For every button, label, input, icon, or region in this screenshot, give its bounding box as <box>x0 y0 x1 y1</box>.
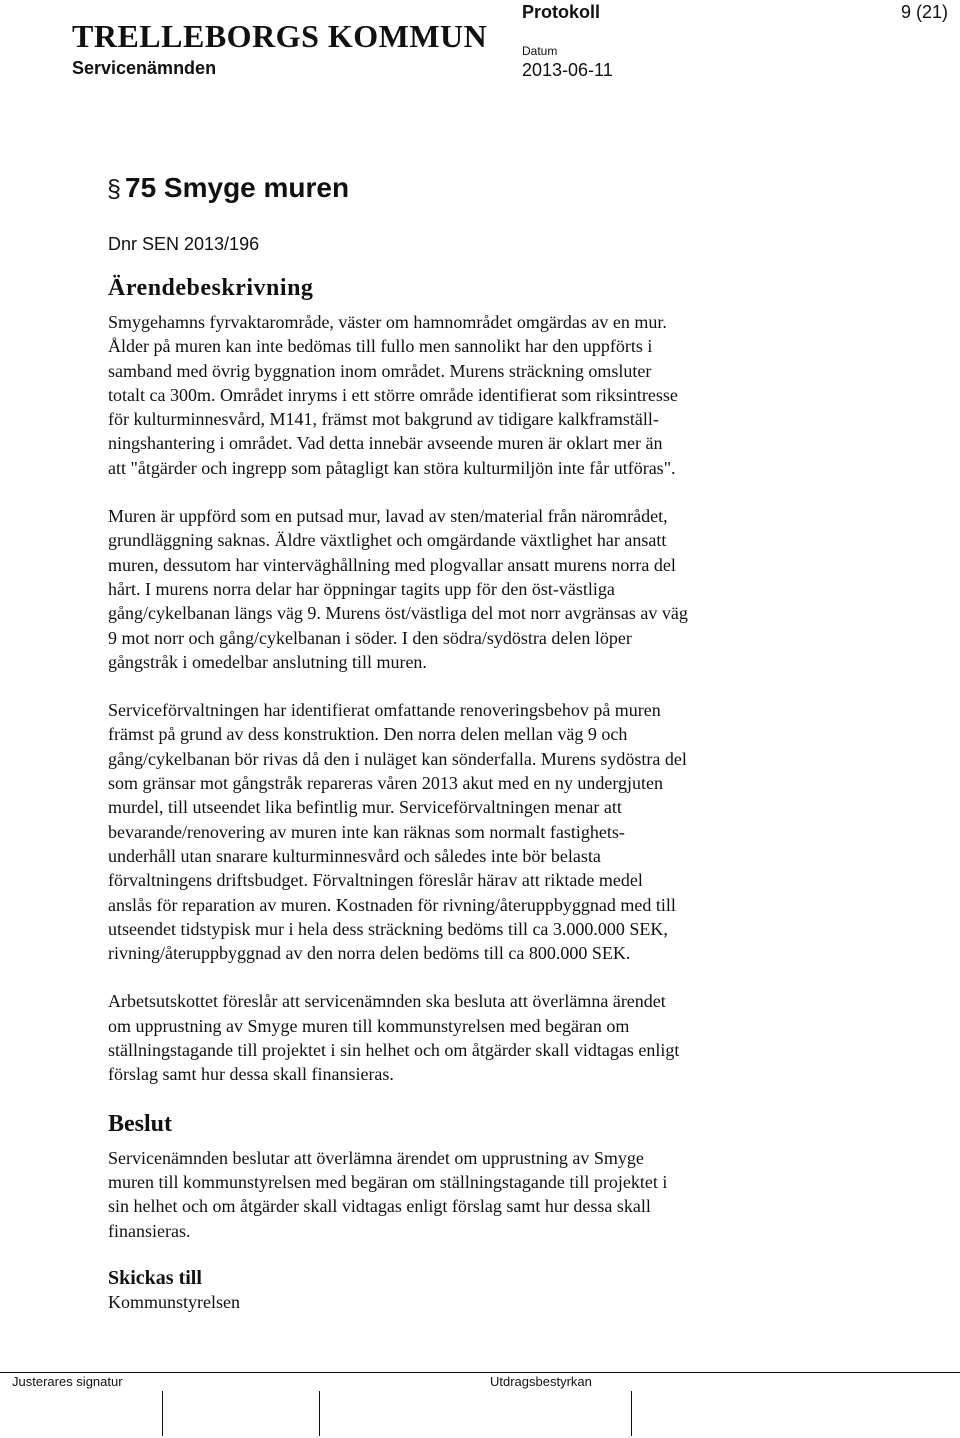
text-line: muren till kommunstyrelsen med begäran om ställningstagande till projektet i <box>108 1171 668 1192</box>
text-line: Muren är uppförd som en putsad mur, lavad av sten/material från närområdet, <box>108 506 668 527</box>
date-value: 2013-06-11 <box>522 60 613 80</box>
text-line: för kulturminnesvård, M141, främst mot bakgrund av tidigare kalkframställ- <box>108 409 659 430</box>
text-line: gångstråk i omedelbar anslutning till muren. <box>108 651 427 672</box>
page-number: 9 (21) <box>900 2 948 22</box>
text-line: främst på grund av dess konstruktion. Den norra delen mellan väg 9 och <box>108 724 628 745</box>
text-line: att "åtgärder och ingrepp som påtagligt kan störa kulturmiljön inte får utföras". <box>108 457 676 478</box>
text-line: ställningstagande till projektet i sin helhet och om åtgärder skall vidtagas enligt <box>108 1040 680 1061</box>
extract-box-line <box>631 1391 632 1436</box>
text-line: förslag samt hur dessa skall finansieras. <box>108 1064 394 1085</box>
text-line: om upprustning av Smyge muren till kommunstyrelsen med begäran om <box>108 1015 630 1036</box>
document-type: Protokoll <box>522 2 601 22</box>
extract-label: Utdragsbestyrkan <box>490 1374 592 1389</box>
text-line: grundläggning saknas. Äldre växtlighet och omgärdande växtlighet har ansatt <box>108 530 667 551</box>
paragraph-sign: § <box>107 175 121 203</box>
text-line: bevarande/renovering av muren inte kan räknas som normalt fastighets- <box>108 821 625 842</box>
heading-skickas-till: Skickas till <box>108 1266 202 1289</box>
text-line: gång/cykelbanan bör rivas då den i nuläget kan sönderfalla. Murens sydöstra del <box>108 748 687 769</box>
signature-label: Justerares signatur <box>12 1374 123 1389</box>
text-line: Serviceförvaltningen har identifierat omfattande renoveringsbehov på muren <box>108 700 661 721</box>
text-line: finansieras. <box>108 1220 191 1241</box>
section-title <box>108 172 808 204</box>
text-line: muren, dessutom har vinterväghållning med plogvallar ansatt murens norra del <box>108 554 676 575</box>
text-line: sin helhet och om åtgärder skall vidtagas enligt förslag samt hur dessa skall <box>108 1196 651 1217</box>
text-line: Servicenämnden beslutar att överlämna ärendet om upprustning av Smyge <box>108 1147 644 1168</box>
arendebeskrivning-text <box>108 310 808 1087</box>
text-line: Smygehamns fyrvaktarområde, väster om hamnområdet omgärdas av en mur. <box>108 312 667 332</box>
text-line: totalt ca 300m. Området inryms i ett större område identifierat som riksintresse <box>108 384 678 405</box>
text-line: förvaltningens driftsbudget. Förvaltningen föreslår härav att riktade medel <box>108 870 643 891</box>
text-line: samband med övrig byggnation inom området. Murens sträckning omsluter <box>108 360 652 381</box>
document-body <box>108 172 808 1314</box>
text-line: hårt. I murens norra delar har öppningar tagits upp för den öst-västliga <box>108 578 615 599</box>
heading-beslut: Beslut <box>108 1110 173 1137</box>
organization-name: TRELLEBORGS KOMMUN <box>72 18 488 54</box>
case-number: Dnr SEN 2013/196 <box>108 234 260 254</box>
committee-name: Servicenämnden <box>72 58 217 78</box>
text-line: underhåll utan snarare kulturminnesvård och således inte bör belasta <box>108 845 601 866</box>
text-line: Ålder på muren kan inte bedömas till fullo men sannolikt har den uppförts i <box>108 336 653 357</box>
signature-box-line <box>319 1391 320 1436</box>
text-line: anslås för reparation av muren. Kostnaden för rivning/återuppbyggnad med till <box>108 894 676 915</box>
text-line: rivning/återuppbyggnad av den norra delen bedöms till ca 800.000 SEK. <box>108 943 631 964</box>
text-line: ningshantering i området. Vad detta innebär avseende muren är oklart mer än <box>108 433 663 454</box>
recipient: Kommunstyrelsen <box>108 1291 240 1312</box>
body-paragraph <box>108 698 808 965</box>
text-line: 9 mot norr och gång/cykelbanan i söder. I den södra/sydöstra delen löper <box>108 627 632 648</box>
section-title-text: 75 Smyge muren <box>125 172 350 203</box>
text-line: utseendet tidstypisk mur i hela dess sträckning bedöms till ca 3.000.000 SEK, <box>108 918 668 939</box>
body-paragraph <box>108 504 808 674</box>
text-line: murdel, till utseendet lika befintlig mur. Serviceförvaltningen menar att <box>108 797 622 818</box>
text-line: som gränsar mot gångstråk repareras våren 2013 akut med en ny undergjuten <box>108 773 663 794</box>
signature-box-line <box>162 1391 163 1436</box>
body-paragraph <box>108 989 808 1086</box>
date-label: Datum <box>522 44 558 58</box>
beslut-text <box>108 1146 808 1243</box>
footer-divider <box>0 1372 960 1373</box>
heading-arendebeskrivning: Ärendebeskrivning <box>108 275 314 301</box>
text-line: gång/cykelbanan längs väg 9. Murens öst/västliga del mot norr avgränsas av väg <box>108 603 688 624</box>
text-line: Arbetsutskottet föreslår att servicenämnden ska besluta att överlämna ärendet <box>108 991 666 1012</box>
body-paragraph <box>108 310 808 480</box>
